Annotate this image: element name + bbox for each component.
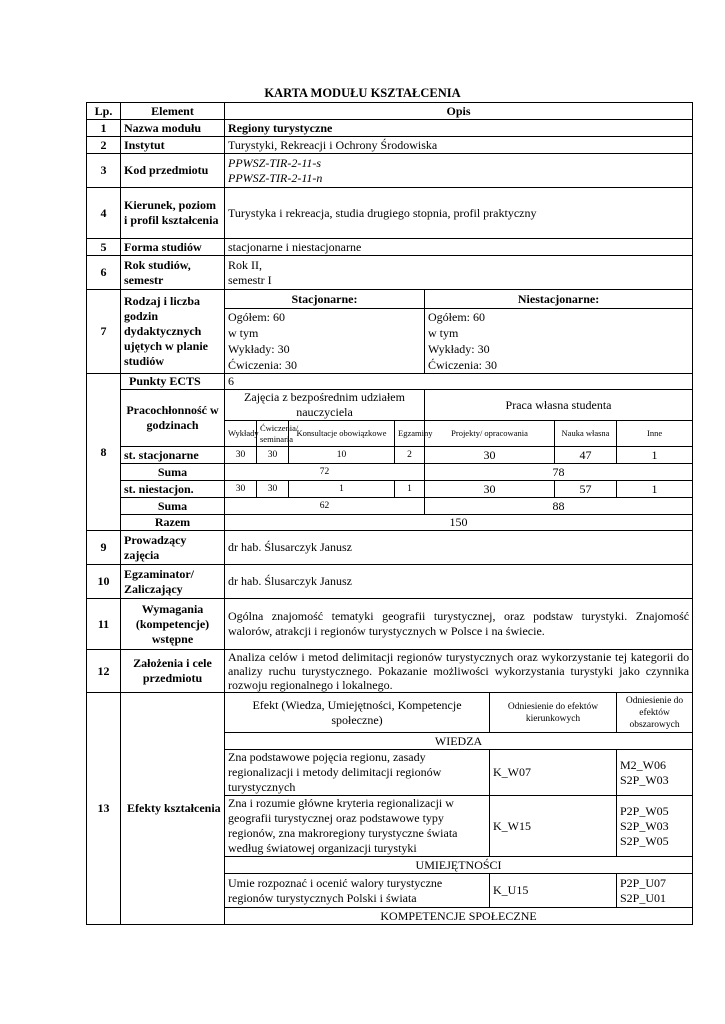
stac-exercises: Ćwiczenia: 30	[228, 358, 297, 372]
row-label: Kod przedmiotu	[121, 154, 225, 188]
row-2	[87, 137, 693, 154]
col-projects: Projekty/ opracowania	[425, 421, 555, 447]
row-8-groups	[87, 390, 693, 421]
self-study-header: Praca własna studenta	[425, 390, 693, 421]
stationary-hours	[225, 309, 425, 374]
row-4	[87, 188, 693, 239]
ref-area-header: Odniesienie do efektów obszarowych	[617, 693, 693, 733]
row-8-ects	[87, 374, 693, 390]
year-value: Rok II,	[228, 257, 262, 272]
effect-w2-area-1: P2P_W05	[620, 803, 669, 818]
row-number: 8	[87, 374, 121, 531]
course-code-n: PPWSZ-TIR-2-11-n	[228, 170, 323, 185]
row-label: Prowadzący zajęcia	[121, 531, 225, 565]
row-number: 2	[87, 137, 121, 154]
knowledge-section: WIEDZA	[225, 733, 693, 750]
course-code-s: PPWSZ-TIR-2-11-s	[228, 155, 322, 170]
stac-sum-label: Suma	[121, 464, 225, 481]
row-label: Kierunek, poziom i profil kształcenia	[121, 188, 225, 239]
niestac-total: Ogółem: 60	[428, 310, 485, 324]
nonstationary-header: Niestacjonarne:	[425, 290, 693, 309]
row-8-niestac	[87, 481, 693, 498]
stac-val-other: 1	[617, 447, 693, 464]
lecturer-value: dr hab. Ślusarczyk Janusz	[225, 531, 693, 565]
header-lp: Lp.	[87, 103, 121, 120]
row-10	[87, 565, 693, 599]
effect-w2-area-2: S2P_W03	[620, 818, 669, 833]
institute-value: Turystyki, Rekreacji i Ochrony Środowiska	[225, 137, 693, 154]
total-value: 150	[225, 515, 693, 531]
row-label: Rodzaj i liczba godzin dydaktycznych ujętych w planie studiów	[121, 290, 225, 374]
row-label: Forma studiów	[121, 239, 225, 256]
row-number: 3	[87, 154, 121, 188]
effect-u1-field: K_U15	[490, 874, 617, 908]
niestac-label: st. niestacjon.	[121, 481, 225, 498]
stac-val-exams: 2	[395, 447, 425, 464]
effect-w2-field: K_W15	[490, 796, 617, 857]
stationary-header: Stacjonarne:	[225, 290, 425, 309]
nonstationary-hours	[425, 309, 693, 374]
module-name-value: Regiony turystyczne	[225, 120, 693, 137]
examiner-value: dr hab. Ślusarczyk Janusz	[225, 565, 693, 599]
row-12	[87, 650, 693, 693]
row-number: 6	[87, 256, 121, 290]
social-competences-section: KOMPETENCJE SPOŁECZNE	[225, 908, 693, 925]
row-8-stac-sum	[87, 464, 693, 481]
row-number: 13	[87, 693, 121, 925]
total-label: Razem	[121, 515, 225, 531]
niestac-val-exams: 1	[395, 481, 425, 498]
row-label: Wymagania (kompetencje) wstępne	[121, 599, 225, 650]
row-11	[87, 599, 693, 650]
niestac-lectures: Wykłady: 30	[428, 342, 490, 356]
col-other: Inne	[617, 421, 693, 447]
row-number: 7	[87, 290, 121, 374]
header-row	[87, 103, 693, 120]
niestac-sum-self: 88	[425, 498, 693, 515]
row-label: Rok studiów, semestr	[121, 256, 225, 290]
niestac-val-exercises: 30	[257, 481, 289, 498]
col-consultations: Konsultacje obowiązkowe	[289, 421, 395, 447]
col-lectures: Wykłady	[225, 421, 257, 447]
study-form-value: stacjonarne i niestacjonarne	[225, 239, 693, 256]
row-number: 10	[87, 565, 121, 599]
ref-field-header: Odniesienie do efektów kierunkowych	[490, 693, 617, 733]
row-13-header	[87, 693, 693, 733]
row-8-niestac-sum	[87, 498, 693, 515]
effect-u1-area-2: S2P_U01	[620, 890, 667, 905]
effect-w1-field: K_W07	[490, 750, 617, 796]
stac-including: w tym	[228, 326, 259, 340]
effect-header: Efekt (Wiedza, Umiejętności, Kompetencje społeczne)	[225, 693, 490, 733]
row-number: 12	[87, 650, 121, 693]
niestac-sum-direct: 62	[225, 498, 425, 515]
row-number: 9	[87, 531, 121, 565]
field-of-study-value: Turystyka i rekreacja, studia drugiego stopnia, profil praktyczny	[225, 188, 693, 239]
row-label: Założenia i cele przedmiotu	[121, 650, 225, 693]
row-label: Instytut	[121, 137, 225, 154]
stac-val-consultations: 10	[289, 447, 395, 464]
header-opis: Opis	[225, 103, 693, 120]
col-self-study: Nauka własna	[555, 421, 617, 447]
niestac-sum-label: Suma	[121, 498, 225, 515]
workload-label: Pracochłonność w godzinach	[121, 390, 225, 447]
niestac-val-projects: 30	[425, 481, 555, 498]
stac-val-self: 47	[555, 447, 617, 464]
effect-w2-area-3: S2P_W05	[620, 833, 669, 848]
objectives-value: Analiza celów i metod delimitacji regionów turystycznych oraz wykorzystanie tej kategorii do analizy ruchu turystycznego. Pokazanie możliwości wykorzystania turystyki jako czynnika rozwoju regionalnego i lokalnego.	[225, 650, 693, 693]
row-label: Egzaminator/ Zaliczający	[121, 565, 225, 599]
stac-sum-direct: 72	[225, 464, 425, 481]
row-8-stac	[87, 447, 693, 464]
stac-sum-self: 78	[425, 464, 693, 481]
row-number: 5	[87, 239, 121, 256]
row-label: Efekty kształcenia	[121, 693, 225, 925]
row-1	[87, 120, 693, 137]
row-8-total	[87, 515, 693, 531]
stac-val-projects: 30	[425, 447, 555, 464]
page-title: KARTA MODUŁU KSZTAŁCENIA	[264, 86, 461, 100]
niestac-exercises: Ćwiczenia: 30	[428, 358, 497, 372]
stac-val-lectures: 30	[225, 447, 257, 464]
header-element: Element	[121, 103, 225, 120]
row-7-header	[87, 290, 693, 309]
effect-u1-area	[617, 874, 693, 908]
effect-w2-area	[617, 796, 693, 857]
row-5	[87, 239, 693, 256]
row-6	[87, 256, 693, 290]
row-number: 11	[87, 599, 121, 650]
niestac-val-other: 1	[617, 481, 693, 498]
effect-w2-text: Zna i rozumie główne kryteria regionalizacji w geografii turystycznej oraz podstawowe typy regionów, zna makroregiony turystyczne świata według światowej organizacji turystyki	[225, 796, 490, 857]
effect-u1-area-1: P2P_U07	[620, 875, 667, 890]
effect-w1-area-2: S2P_W03	[620, 772, 669, 787]
col-exams: Egzaminy	[395, 421, 425, 447]
row-number: 4	[87, 188, 121, 239]
effect-w1-area-1: M2_W06	[620, 757, 666, 772]
niestac-including: w tym	[428, 326, 459, 340]
effect-u1-text: Umie rozpoznać i ocenić walory turystyczne regionów turystycznych Polski i świata	[225, 874, 490, 908]
niestac-val-lectures: 30	[225, 481, 257, 498]
semester-value: semestr I	[228, 272, 272, 287]
module-card-table	[86, 102, 693, 925]
row-3	[87, 154, 693, 188]
stac-label: st. stacjonarne	[121, 447, 225, 464]
row-number: 1	[87, 120, 121, 137]
year-semester-value	[225, 256, 693, 290]
skills-section: UMIEJĘTNOŚCI	[225, 857, 693, 874]
stac-total: Ogółem: 60	[228, 310, 285, 324]
effect-w1-text: Zna podstawowe pojęcia regionu, zasady regionalizacji i metody delimitacji regionów turystycznych	[225, 750, 490, 796]
effect-w1-area	[617, 750, 693, 796]
row-label: Nazwa modułu	[121, 120, 225, 137]
stac-lectures: Wykłady: 30	[228, 342, 290, 356]
row-9	[87, 531, 693, 565]
niestac-val-consultations: 1	[289, 481, 395, 498]
col-exercises: Ćwiczenia/ seminaria	[257, 421, 289, 447]
stac-val-exercises: 30	[257, 447, 289, 464]
direct-contact-header: Zajęcia z bezpośrednim udziałem nauczyciela	[225, 390, 425, 421]
ects-value: 6	[225, 374, 693, 390]
prerequisites-value: Ogólna znajomość tematyki geografii turystycznej, oraz podstaw turystyki. Znajomość walorów, atrakcji i regionów turystycznych w Polsce i na świecie.	[225, 599, 693, 650]
niestac-val-self: 57	[555, 481, 617, 498]
course-code-value	[225, 154, 693, 188]
ects-label: Punkty ECTS	[121, 374, 225, 390]
